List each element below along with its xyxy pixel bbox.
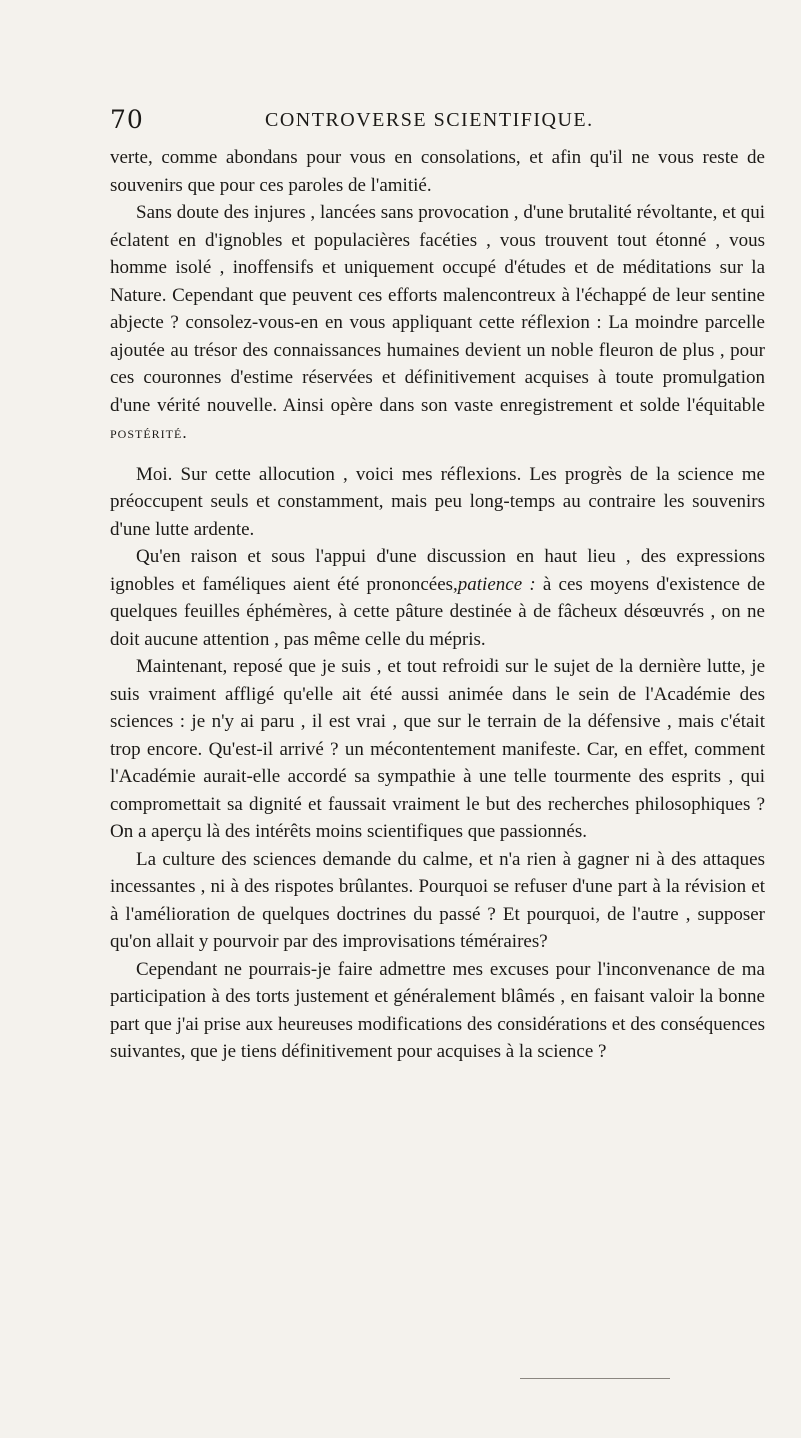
paragraph-5: Maintenant, reposé que je suis , et tout refroidi sur le sujet de la dernière lutte, je suis vraiment affligé qu'elle ait été aussi animée dans le sein de l'Académie des sciences : je n'y ai paru , il est vrai , que sur le terrain de la défensive , mais c'était trop encore. Qu'est-il arrivé ? un mécontentement manifeste. Car, en effet, comment l'Académie aurait-elle accordé sa sympathie à une telle tourmente des esprits , qui compromettait sa dignité et faussait vraiment le but des recherches philosophiques ? On a aperçu là des intérêts moins scientifiques que passionnés. — [110, 656, 765, 842]
page-number: 70 — [110, 105, 144, 134]
body-text — [110, 144, 765, 1066]
bottom-rule — [520, 1378, 670, 1379]
paragraph-4-end: à ces moyens d'existence de quelques feuilles éphémères, à cette pâture destinée à de fâcheux désœuvrés , on ne doit aucune attention , pas même celle du mépris. — [110, 573, 766, 650]
paragraph-7: Cependant ne pourrais-je faire admettre mes excuses pour l'inconvenance de ma participation à des torts justement et généralement blâmés , en faisant valoir la bonne part que j'ai prise aux heureuses modifications des considérations et des conséquences suivantes, que je tiens définitivement pour acquises à la science ? — [110, 958, 765, 1062]
running-title: CONTROVERSE SCIENTIFIQUE. — [265, 109, 594, 131]
paragraph-6: La culture des sciences demande du calme, et n'a rien à gagner ni à des attaques incessantes , ni à des rispotes brûlantes. Pourquoi se refuser d'une part à la révision et à l'amélioration de quelques doctrines du passé ? Et pourquoi, de l'autre , supposer qu'on allait y pourvoir par des improvisations téméraires? — [110, 848, 765, 952]
paragraph-3: Moi. Sur cette allocution , voici mes réflexions. Les progrès de la science me préoccupent seuls et constamment, mais peu long-temps au contraire les souvenirs d'une lutte ardente. — [110, 463, 765, 540]
patience-italic: patience : — [457, 573, 536, 595]
paragraph-4 — [110, 543, 765, 653]
page-header — [110, 105, 750, 139]
paragraph-2 — [110, 199, 765, 447]
paragraph-2-text: Sans doute des injures , lancées sans provocation , d'une brutalité révoltante, et qui éclatent en d'ignobles et populacières facéties , vous trouvent tout étonné , vous homme isolé , inoffensifs et uniquement occupé d'études et de méditations sur la Nature. Cependant que peuvent ces efforts malencontreux à l'échappé de leur sentine abjecte ? consolez-vous-en en vous appliquant cette réflexion : La moindre parcelle ajoutée au trésor des connaissances humaines devient un noble fleuron de plus , pour ces couronnes d'estime réservées et définitivement acquises à toute promulgation d'une vérité nouvelle. Ainsi opère dans son vaste enregistrement et solde l'équitable — [110, 202, 765, 416]
paragraph-1: verte, comme abondans pour vous en consolations, et afin qu'il ne vous reste de souvenirs que pour ces paroles de l'amitié. — [110, 147, 765, 196]
posterite-smallcaps: postérité. — [110, 423, 188, 442]
paragraph-4-start: Qu'en raison et sous l'appui d'une discussion en haut lieu , des expressions ignobles et faméliques aient été prononcées, — [110, 546, 765, 595]
